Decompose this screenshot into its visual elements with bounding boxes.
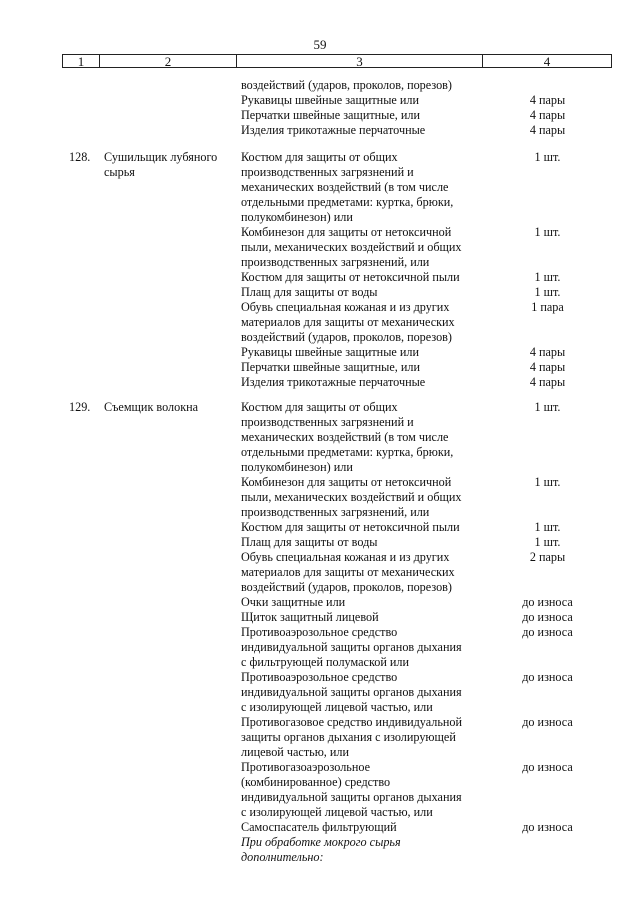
item-line: Изделия трикотажные перчаточные bbox=[241, 375, 426, 389]
quantity: 4 пары bbox=[529, 360, 566, 374]
item-line: полукомбинезон) или bbox=[241, 210, 353, 224]
item-line: Противогазовое средство индивидуальной bbox=[241, 715, 463, 729]
item-line: Рукавицы швейные защитные или bbox=[241, 345, 419, 359]
job-title: сырья bbox=[104, 165, 135, 179]
quantity: до износа bbox=[522, 670, 573, 684]
item-line: производственных загрязнений, или bbox=[241, 255, 430, 269]
quantity: 1 шт. bbox=[534, 520, 561, 534]
item-line: Обувь специальная кожаная и из других bbox=[241, 300, 450, 314]
quantity: до износа bbox=[522, 625, 573, 639]
item-line: Очки защитные или bbox=[241, 595, 346, 609]
item-line: Противоаэрозольное средство bbox=[241, 625, 398, 639]
item-line: Рукавицы швейные защитные или bbox=[241, 93, 419, 107]
item-line: индивидуальной защиты органов дыхания bbox=[241, 640, 462, 654]
quantity: 1 шт. bbox=[534, 150, 561, 164]
page-number: 59 bbox=[313, 37, 327, 52]
item-line: Перчатки швейные защитные, или bbox=[241, 108, 421, 122]
quantity: до износа bbox=[522, 610, 573, 624]
item-line: с фильтрующей полумаской или bbox=[241, 655, 410, 669]
quantity: 2 пары bbox=[529, 550, 566, 564]
item-line: Плащ для защиты от воды bbox=[241, 285, 378, 299]
item-line: Комбинезон для защиты от нетоксичной bbox=[241, 475, 452, 489]
item-line: Плащ для защиты от воды bbox=[241, 535, 378, 549]
entry-number: 129. bbox=[69, 400, 91, 414]
item-line: Щиток защитный лицевой bbox=[241, 610, 379, 624]
item-line: с изолирующей лицевой частью, или bbox=[241, 805, 433, 819]
quantity: до износа bbox=[522, 760, 573, 774]
quantity: 1 шт. bbox=[534, 400, 561, 414]
item-line: механических воздействий (в том числе bbox=[241, 180, 449, 194]
item-line: материалов для защиты от механических bbox=[241, 565, 455, 579]
header-col-3: 3 bbox=[236, 54, 483, 68]
job-title: Сушильщик лубяного bbox=[104, 150, 218, 164]
item-line: материалов для защиты от механических bbox=[241, 315, 455, 329]
item-line: пыли, механических воздействий и общих bbox=[241, 490, 462, 504]
item-line: индивидуальной защиты органов дыхания bbox=[241, 685, 462, 699]
item-line: полукомбинезон) или bbox=[241, 460, 353, 474]
header-col-4: 4 bbox=[482, 54, 612, 68]
item-line: производственных загрязнений, или bbox=[241, 505, 430, 519]
item-line: Обувь специальная кожаная и из других bbox=[241, 550, 450, 564]
quantity: до износа bbox=[522, 595, 573, 609]
quantity: 1 шт. bbox=[534, 475, 561, 489]
item-line: производственных загрязнений и bbox=[241, 415, 414, 429]
quantity: 1 шт. bbox=[534, 285, 561, 299]
item-line: Перчатки швейные защитные, или bbox=[241, 360, 421, 374]
quantity: 4 пары bbox=[529, 108, 566, 122]
item-line: отдельными предметами: куртка, брюки, bbox=[241, 195, 454, 209]
item-line: механических воздействий (в том числе bbox=[241, 430, 449, 444]
job-title: Съемщик волокна bbox=[104, 400, 199, 414]
item-line: Противогазоаэрозольное bbox=[241, 760, 371, 774]
quantity: 4 пары bbox=[529, 123, 566, 137]
quantity: 1 шт. bbox=[534, 270, 561, 284]
item-line: отдельными предметами: куртка, брюки, bbox=[241, 445, 454, 459]
item-line: защиты органов дыхания с изолирующей bbox=[241, 730, 456, 744]
quantity: до износа bbox=[522, 820, 573, 834]
item-line: Костюм для защиты от нетоксичной пыли bbox=[241, 270, 460, 284]
quantity: 1 шт. bbox=[534, 535, 561, 549]
item-line: Самоспасатель фильтрующий bbox=[241, 820, 397, 834]
item-line: Противоаэрозольное средство bbox=[241, 670, 398, 684]
item-line: воздействий (ударов, проколов, порезов) bbox=[241, 78, 452, 92]
item-line: Изделия трикотажные перчаточные bbox=[241, 123, 426, 137]
header-col-2: 2 bbox=[99, 54, 237, 68]
item-line: Костюм для защиты от нетоксичной пыли bbox=[241, 520, 460, 534]
note-line: дополнительно: bbox=[241, 850, 324, 864]
item-line: пыли, механических воздействий и общих bbox=[241, 240, 462, 254]
entry-number: 128. bbox=[69, 150, 91, 164]
note-line: При обработке мокрого сырья bbox=[241, 835, 401, 849]
item-line: (комбинированное) средство bbox=[241, 775, 391, 789]
item-line: Костюм для защиты от общих bbox=[241, 150, 398, 164]
quantity: 4 пары bbox=[529, 375, 566, 389]
item-line: лицевой частью, или bbox=[241, 745, 350, 759]
quantity: 4 пары bbox=[529, 345, 566, 359]
item-line: Костюм для защиты от общих bbox=[241, 400, 398, 414]
item-line: воздействий (ударов, проколов, порезов) bbox=[241, 330, 452, 344]
item-line: производственных загрязнений и bbox=[241, 165, 414, 179]
item-line: воздействий (ударов, проколов, порезов) bbox=[241, 580, 452, 594]
header-col-1: 1 bbox=[62, 54, 100, 68]
quantity: 1 пара bbox=[531, 300, 564, 314]
item-line: Комбинезон для защиты от нетоксичной bbox=[241, 225, 452, 239]
item-line: с изолирующей лицевой частью, или bbox=[241, 700, 433, 714]
quantity: 1 шт. bbox=[534, 225, 561, 239]
item-line: индивидуальной защиты органов дыхания bbox=[241, 790, 462, 804]
quantity: до износа bbox=[522, 715, 573, 729]
quantity: 4 пары bbox=[529, 93, 566, 107]
